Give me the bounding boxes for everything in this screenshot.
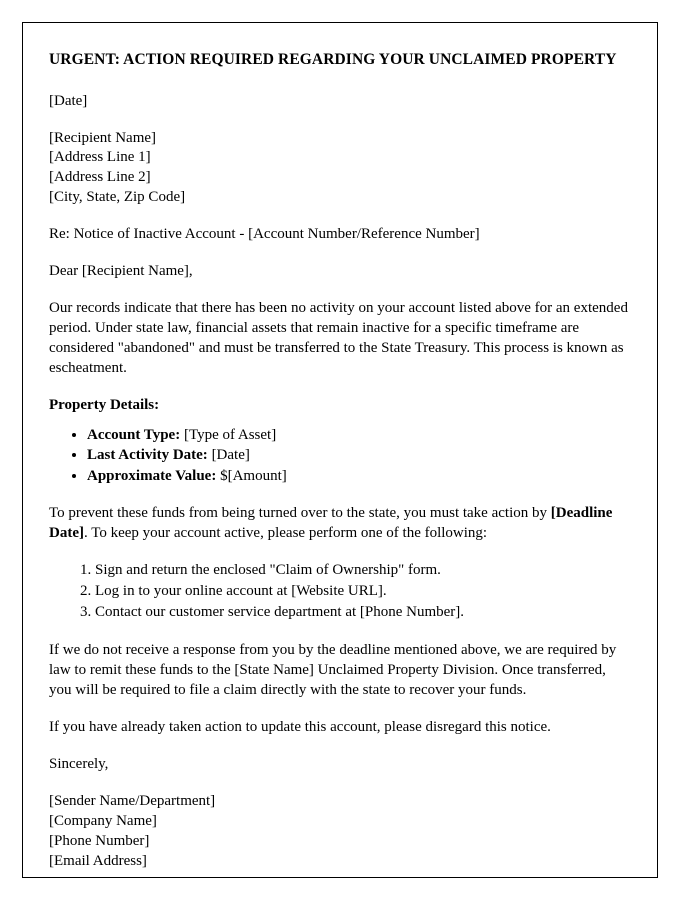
action-steps-list [49,561,631,623]
document-page [22,22,658,878]
consequence-paragraph: If we do not receive a response from you by the deadline mentioned above, we are required by law to remit these funds to the [State Name] Unclaimed Property Division. Once transferred, you will be required to file a claim directly with the state to recover your funds. [49,642,617,698]
recipient-address [49,129,631,209]
signature-line: [Sender Name/Department] [49,792,216,809]
date-line: [Date] [49,92,88,109]
address-line: [Recipient Name] [49,129,157,146]
deadline-date: [Deadline Date] [49,505,613,542]
address-line: [Address Line 1] [49,149,151,166]
list-item [87,426,631,446]
reference-line: Re: Notice of Inactive Account - [Account Number/Reference Number] [49,226,480,243]
address-line: [City, State, Zip Code] [49,189,186,206]
salutation: Dear [Recipient Name], [49,263,193,280]
closing: Sincerely, [49,755,109,772]
detail-value: [Date] [211,447,250,464]
signature-line-clipped: [Email Address] [49,852,147,869]
action-paragraph-tail: . To keep your account active, please perform one of the following: [83,525,488,542]
list-item [87,446,631,466]
list-item [87,467,631,487]
property-details-list [49,426,631,487]
list-item: 2. Log in to your online account at [Website URL]. [95,582,631,602]
signature-block [49,792,631,869]
address-line: [Address Line 2] [49,169,151,186]
intro-paragraph: Our records indicate that there has been no activity on your account listed above for an extended period. Under state law, financial assets that remain inactive for a specific timeframe are considered "abandoned" and must be transferred to the State Treasury. This process is known as escheatment. [49,300,628,376]
detail-label: Account Type: [87,426,181,443]
detail-label: Last Activity Date: [87,447,208,464]
list-item: 1. Sign and return the enclosed "Claim of Ownership" form. [95,561,631,581]
action-paragraph [49,504,631,544]
property-details-heading: Property Details: [49,396,160,413]
detail-value: $[Amount] [220,467,287,484]
detail-value: [Type of Asset] [183,426,277,443]
list-item: 3. Contact our customer service department at [Phone Number]. [95,603,631,623]
document-body [23,23,657,869]
detail-label: Approximate Value: [87,467,217,484]
signature-line: [Phone Number] [49,832,150,849]
signature-line: [Company Name] [49,812,157,829]
disregard-paragraph: If you have already taken action to update this account, please disregard this notice. [49,718,551,735]
page-title: URGENT: ACTION REQUIRED REGARDING YOUR UNCLAIMED PROPERTY [49,51,617,68]
action-paragraph-lead: To prevent these funds from being turned over to the state, you must take action by [49,505,551,522]
